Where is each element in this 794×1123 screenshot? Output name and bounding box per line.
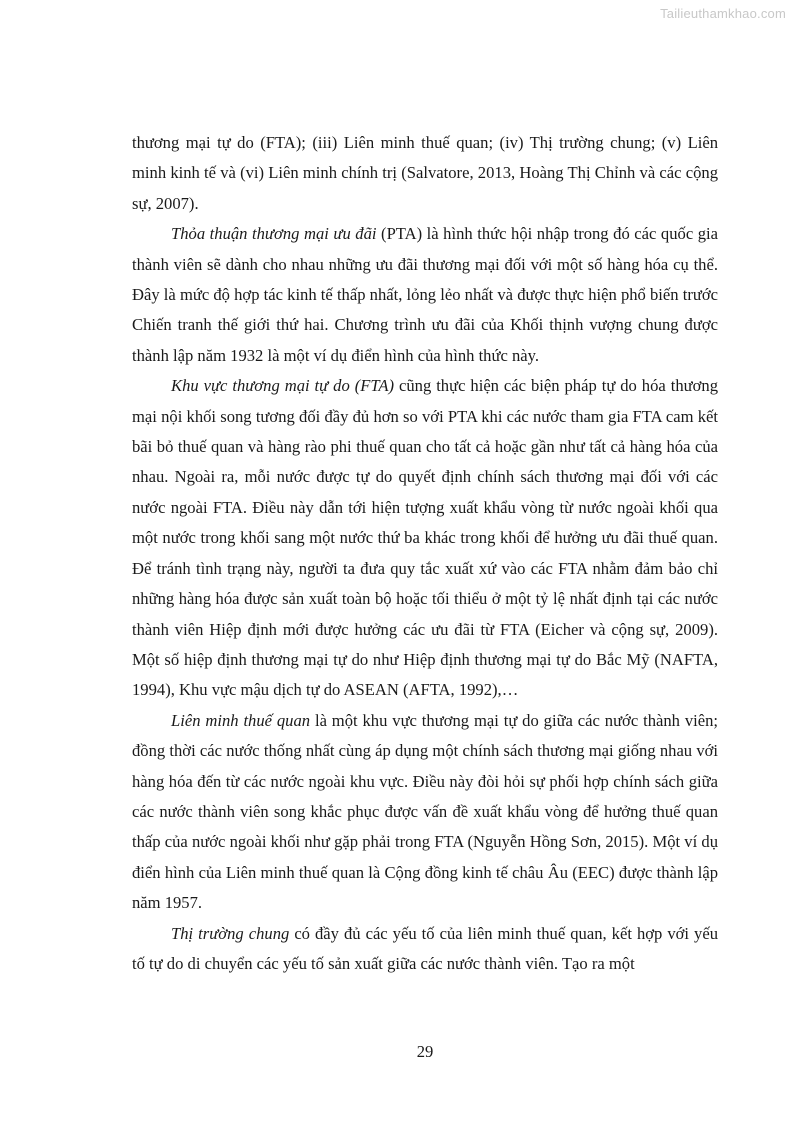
paragraph-text: (PTA) là hình thức hội nhập trong đó các quốc gia thành viên sẽ dành cho nhau những ưu đãi thương mại đối với một số hàng hóa cụ thể. Đây là mức độ hợp tác kinh tế thấp nhất, lỏng lẻo nhất và được thực hiện phổ biến trước Chiến tranh thế giới thứ hai. Chương trình ưu đãi của Khối thịnh vượng chung được thành lập năm 1932 là một ví dụ điển hình của hình thức này. — [132, 224, 718, 365]
term-fta: Khu vực thương mại tự do (FTA) — [171, 376, 395, 396]
paragraph-continuation — [132, 128, 718, 219]
term-common-market: Thị trường chung — [171, 923, 290, 943]
paragraph-common-market — [132, 919, 718, 980]
paragraph-text: có đầy đủ các yếu tố của liên minh thuế quan, kết hợp với yếu tố tự do di chuyển các yếu tố sản xuất giữa các nước thành viên. Tạo ra một — [132, 923, 718, 973]
term-customs-union: Liên minh thuế quan — [171, 710, 311, 730]
term-pta: Thỏa thuận thương mại ưu đãi — [171, 224, 377, 244]
paragraph-text: cũng thực hiện các biện pháp tự do hóa thương mại nội khối song tương đối đầy đủ hơn so với PTA khi các nước tham gia FTA cam kết bãi bỏ thuế quan và hàng rào phi thuế quan cho tất cả hoặc gần như tất cả hàng hóa của nhau. Ngoài ra, mỗi nước được tự do quyết định chính sách thương mại đối với các nước ngoài FTA. Điều này dẫn tới hiện tượng xuất khẩu vòng từ nước ngoài khối qua một nước trong khối sang một nước thứ ba khác trong khối để hưởng ưu đãi thuế quan. Để tránh tình trạng này, người ta đưa quy tắc xuất xứ vào các FTA nhằm đảm bảo chỉ những hàng hóa được sản xuất toàn bộ hoặc tối thiểu ở một tỷ lệ nhất định tại các nước thành viên Hiệp định mới được hưởng các ưu đãi từ FTA (Eicher và cộng sự, 2009). Một số hiệp định thương mại tự do như Hiệp định thương mại tự do Bắc Mỹ (NAFTA, 1994), Khu vực mậu dịch tự do ASEAN (AFTA, 1992),… — [132, 376, 718, 700]
paragraph-fta — [132, 371, 718, 705]
paragraph-text: là một khu vực thương mại tự do giữa các nước thành viên; đồng thời các nước thống nhất cùng áp dụng một chính sách thương mại giống nhau với hàng hóa đến từ các nước ngoài khu vực. Điều này đòi hỏi sự phối hợp chính sách giữa các nước thành viên song khắc phục được vấn đề xuất khẩu vòng để hưởng thuế quan thấp của nước ngoài khối như gặp phải trong FTA (Nguyễn Hồng Sơn, 2015). Một ví dụ điển hình của Liên minh thuế quan là Cộng đồng kinh tế châu Âu (EEC) được thành lập năm 1957. — [132, 710, 719, 913]
paragraph-pta — [132, 219, 718, 371]
paragraph-customs-union — [132, 706, 718, 919]
document-body — [132, 128, 718, 979]
watermark: Tailieuthamkhao.com — [660, 6, 786, 21]
page-number: 29 — [416, 1042, 434, 1061]
paragraph-text: thương mại tự do (FTA); (iii) Liên minh thuế quan; (iv) Thị trường chung; (v) Liên minh kinh tế và (vi) Liên minh chính trị (Salvatore, 2013, Hoàng Thị Chỉnh và các cộng sự, 2007). — [132, 133, 718, 213]
